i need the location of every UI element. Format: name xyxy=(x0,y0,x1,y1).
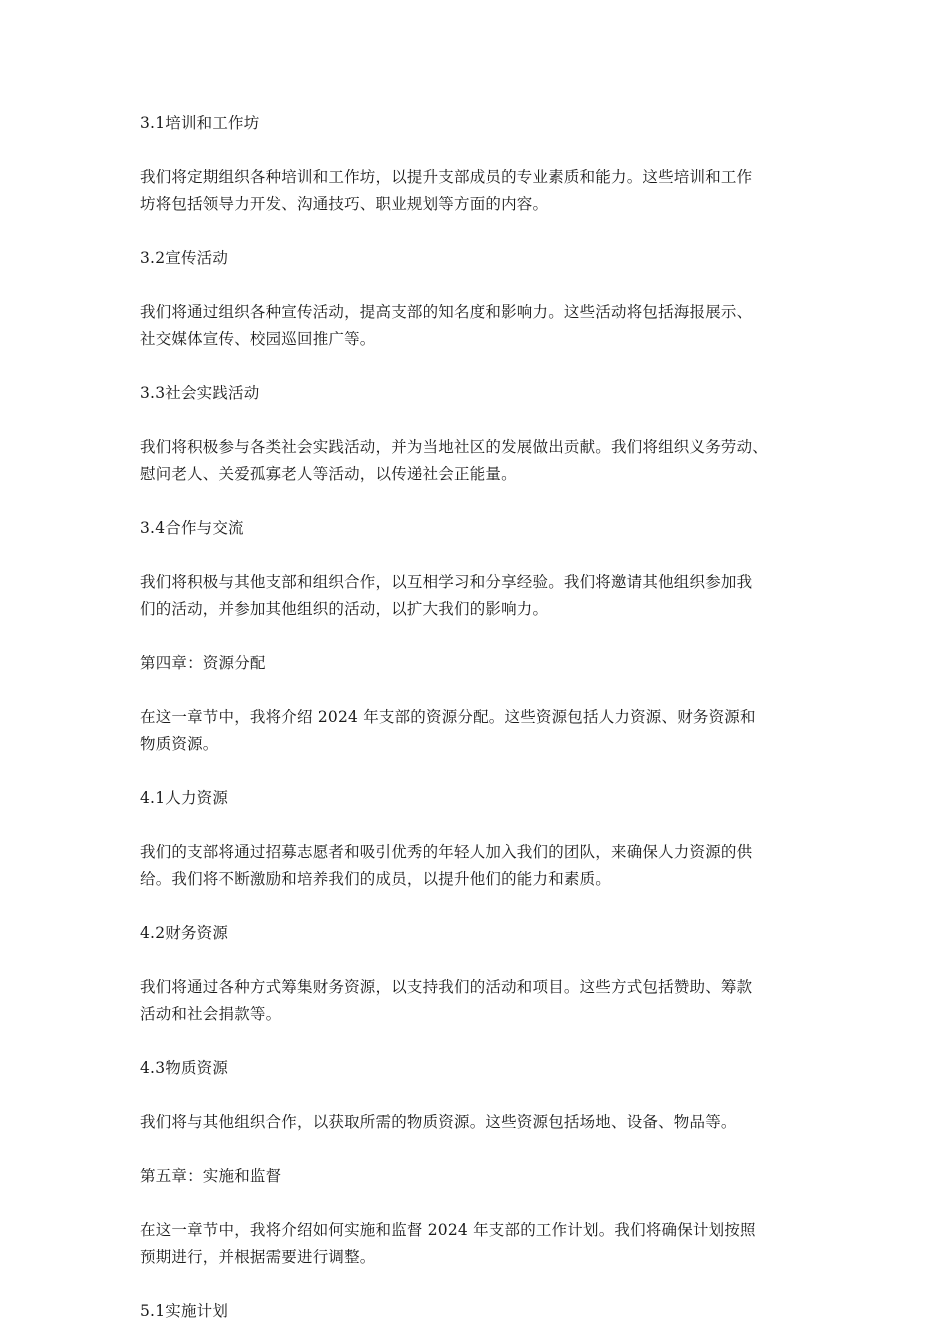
paragraph-line: 坊将包括领导力开发、沟通技巧、职业规划等方面的内容。 xyxy=(140,195,549,213)
paragraph-line: 我们将通过组织各种宣传活动，提高支部的知名度和影响力。这些活动将包括海报展示、 xyxy=(140,303,753,321)
paragraph-line: 预期进行，并根据需要进行调整。 xyxy=(140,1248,376,1266)
section-heading: 3.3社会实践活动 xyxy=(140,384,260,402)
paragraph-line: 慰问老人、关爱孤寡老人等活动，以传递社会正能量。 xyxy=(140,465,517,483)
paragraph-line: 我们将定期组织各种培训和工作坊，以提升支部成员的专业素质和能力。这些培训和工作 xyxy=(140,168,753,186)
paragraph-line: 社交媒体宣传、校园巡回推广等。 xyxy=(140,330,376,348)
paragraph-line: 我们的支部将通过招募志愿者和吸引优秀的年轻人加入我们的团队，来确保人力资源的供 xyxy=(140,843,753,861)
section-heading: 3.4合作与交流 xyxy=(140,519,244,537)
paragraph-line: 给。我们将不断激励和培养我们的成员，以提升他们的能力和素质。 xyxy=(140,870,612,888)
paragraph-line: 我们将积极与其他支部和组织合作，以互相学习和分享经验。我们将邀请其他组织参加我 xyxy=(140,573,753,591)
section-heading: 3.2宣传活动 xyxy=(140,249,229,267)
paragraph-line: 我们将通过各种方式筹集财务资源，以支持我们的活动和项目。这些方式包括赞助、筹款 xyxy=(140,978,753,996)
paragraph-line: 在这一章节中，我将介绍如何实施和监督 2024 年支部的工作计划。我们将确保计划按照 xyxy=(140,1221,756,1239)
section-heading: 5.1实施计划 xyxy=(140,1302,229,1320)
section-heading: 第四章：资源分配 xyxy=(140,654,266,672)
paragraph-line: 我们将积极参与各类社会实践活动，并为当地社区的发展做出贡献。我们将组织义务劳动、 xyxy=(140,438,769,456)
section-heading: 4.1人力资源 xyxy=(140,789,229,807)
paragraph-line: 活动和社会捐款等。 xyxy=(140,1005,282,1023)
section-heading: 3.1培训和工作坊 xyxy=(140,114,260,132)
paragraph-line: 我们将与其他组织合作，以获取所需的物质资源。这些资源包括场地、设备、物品等。 xyxy=(140,1113,737,1131)
section-heading: 4.2财务资源 xyxy=(140,924,229,942)
paragraph-line: 们的活动，并参加其他组织的活动，以扩大我们的影响力。 xyxy=(140,600,549,618)
paragraph-line: 在这一章节中，我将介绍 2024 年支部的资源分配。这些资源包括人力资源、财务资源和 xyxy=(140,708,756,726)
section-heading: 4.3物质资源 xyxy=(140,1059,229,1077)
paragraph-line: 物质资源。 xyxy=(140,735,219,753)
section-heading: 第五章：实施和监督 xyxy=(140,1167,282,1185)
